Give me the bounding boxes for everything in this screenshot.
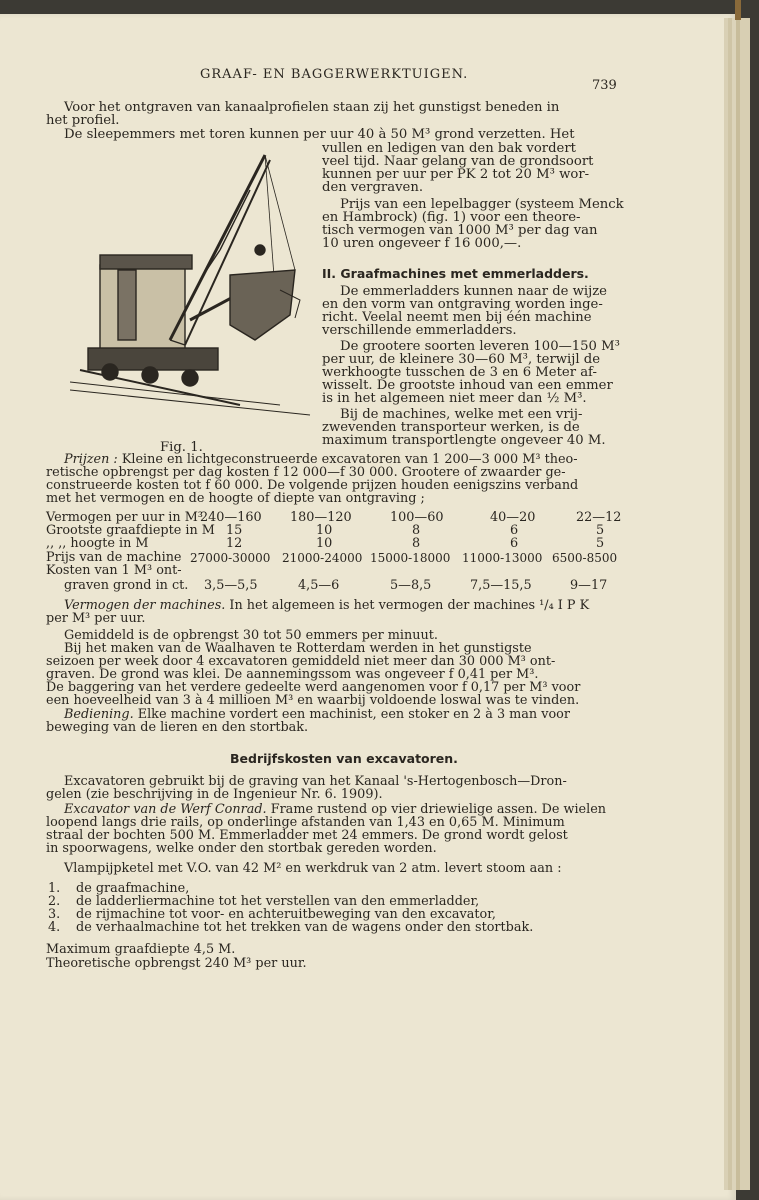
list-item: de graafmachine, bbox=[76, 881, 190, 896]
closing-line-1: Maximum graafdiepte 4,5 M. bbox=[46, 942, 236, 957]
intro-line-1: Voor het ontgraven van kanaalprofielen staan zij het gunstigst beneden in bbox=[64, 100, 560, 115]
table-cell: 6500-8500 bbox=[552, 551, 618, 565]
table-cell: 3,5—5,5 bbox=[204, 578, 258, 593]
table-cell: 8 bbox=[412, 536, 421, 551]
list-number: 2. bbox=[48, 894, 61, 909]
vermogen-label: Vermogen der machines. bbox=[64, 598, 226, 613]
section2-line: De grootere soorten leveren 100—150 M³ bbox=[340, 339, 620, 354]
table-cell: 4,5—6 bbox=[298, 578, 340, 593]
list-item: de ladderliermachine tot het verstellen van den emmerladder, bbox=[76, 894, 480, 909]
bediening-line-2: beweging van de lieren en den stortbak. bbox=[46, 720, 309, 735]
prijzen-line-2: retische opbrengst per dag kosten f 12 000—f 30 000. Grootere of zwaarder ge- bbox=[46, 465, 566, 480]
section2-line: verschillende emmerladders. bbox=[322, 323, 517, 338]
prijzen-line-3: construeerde kosten tot f 60 000. De volgende prijzen houden eenigszins verband bbox=[46, 478, 579, 493]
table-cell: 21000-24000 bbox=[282, 551, 363, 565]
figure-caption: Fig. 1. bbox=[160, 440, 203, 455]
right-col-line: en Hambrock) (fig. 1) voor een theore- bbox=[322, 210, 581, 225]
body-line: een hoeveelheid van 3 à 4 millioen M³ en waarbij voldoende loswal was te vinden. bbox=[46, 693, 580, 708]
intro-line-3: De sleepemmers met toren kunnen per uur 40 à 50 M³ grond verzetten. Het bbox=[64, 127, 575, 142]
werf-label: Excavator van de Werf Conrad. bbox=[64, 802, 267, 817]
table-cell: 9—17 bbox=[570, 578, 608, 593]
table-cell: 5—8,5 bbox=[390, 578, 432, 593]
table-row-label: Prijs van de machine bbox=[46, 550, 182, 565]
section2-line: richt. Veelal neemt men bij één machine bbox=[322, 310, 592, 325]
body-line: De baggering van het verdere gedeelte werd aangenomen voor f 0,17 per M³ voor bbox=[46, 680, 581, 695]
section3-line-3: Frame rustend op vier driewielige assen. De wielen bbox=[270, 802, 607, 817]
section3-line-5: straal der bochten 500 M. Emmerladder met 24 emmers. De grond wordt gelost bbox=[46, 828, 568, 843]
list-number: 1. bbox=[48, 881, 61, 896]
section2-line: wisselt. De grootste inhoud van een emmer bbox=[322, 378, 613, 393]
table-cell: 10 bbox=[316, 523, 333, 538]
table-cell: 22—12 bbox=[576, 510, 622, 525]
table-cell: 180—120 bbox=[290, 510, 352, 525]
table-cell: 27000-30000 bbox=[190, 551, 271, 565]
section2-line: is in het algemeen niet meer dan ½ M³. bbox=[322, 391, 587, 406]
right-col-line: Prijs van een lepelbagger (systeem Menck bbox=[340, 197, 624, 212]
right-col-line: veel tijd. Naar gelang van de grondsoort bbox=[322, 154, 594, 169]
table-cell: 10 bbox=[316, 536, 333, 551]
section-heading-3: Bedrijfskosten van excavatoren. bbox=[230, 751, 458, 766]
bediening-label: Bediening. bbox=[64, 707, 134, 722]
section2-line: per uur, de kleinere 30—60 M³, terwijl de bbox=[322, 352, 601, 367]
body-line: Bij het maken van de Waalhaven te Rotterdam werden in het gunstigste bbox=[64, 641, 532, 656]
table-row-label: Kosten van 1 M³ ont- bbox=[46, 563, 182, 578]
table-cell: 6 bbox=[510, 536, 519, 551]
table-cell: 5 bbox=[596, 536, 605, 551]
vermogen-line-2: per M³ per uur. bbox=[46, 611, 146, 626]
list-item: de rijmachine tot voor- en achteruitbeweging van den excavator, bbox=[76, 907, 496, 922]
table-cell: 5 bbox=[596, 523, 605, 538]
list-item: de verhaalmachine tot het trekken van de wagens onder den stortbak. bbox=[76, 920, 534, 935]
intro-line-2: het profiel. bbox=[46, 113, 120, 128]
right-col-line: 10 uren ongeveer f 16 000,—. bbox=[322, 236, 522, 251]
bookmark-ribbon bbox=[735, 0, 741, 20]
section2-line: Bij de machines, welke met een vrij- bbox=[340, 407, 583, 422]
bediening-line-1: Elke machine vordert een machinist, een stoker en 2 à 3 man voor bbox=[137, 707, 570, 722]
section3-line-1: Excavatoren gebruikt bij de graving van het Kanaal 's-Hertogenbosch—Dron- bbox=[64, 774, 567, 789]
table-cell: 240—160 bbox=[200, 510, 262, 525]
section2-line: en den vorm van ontgraving worden inge- bbox=[322, 297, 603, 312]
section3-line-6: in spoorwagens, welke onder den stortbak gereden worden. bbox=[46, 841, 437, 856]
right-col-line: tisch vermogen van 1000 M³ per dag van bbox=[322, 223, 598, 238]
right-col-line: kunnen per uur per PK 2 tot 20 M³ wor- bbox=[322, 167, 590, 182]
page-edge bbox=[724, 18, 750, 1190]
page-number: 739 bbox=[592, 78, 617, 93]
section2-line: werkhoogte tusschen de 3 en 6 Meter af- bbox=[322, 365, 597, 380]
table-cell: 100—60 bbox=[390, 510, 444, 525]
list-number: 4. bbox=[48, 920, 61, 935]
prijzen-line-1: Kleine en lichtgeconstrueerde excavatoren van 1 200—3 000 M³ theo- bbox=[121, 452, 578, 467]
section-heading-2: II. Graafmachines met emmerladders. bbox=[322, 266, 589, 281]
table-row-label: Vermogen per uur in M³ bbox=[46, 510, 203, 525]
body-line: Gemiddeld is de opbrengst 30 tot 50 emmers per minuut. bbox=[64, 628, 438, 643]
right-col-line: den vergraven. bbox=[322, 180, 424, 195]
table-cell: 15 bbox=[226, 523, 243, 538]
table-cell: 8 bbox=[412, 523, 421, 538]
body-line: graven. De grond was klei. De aannemingssom was ongeveer f 0,41 per M³. bbox=[46, 667, 539, 682]
table-row-label: ,, ,, hoogte in M bbox=[46, 536, 149, 551]
prijzen-line-4: met het vermogen en de hoogte of diepte van ontgraving ; bbox=[46, 491, 425, 506]
table-cell: 15000-18000 bbox=[370, 551, 451, 565]
table-cell: 12 bbox=[226, 536, 243, 551]
running-title: GRAAF- EN BAGGERWERKTUIGEN. bbox=[200, 67, 469, 82]
section3-line-2: gelen (zie beschrijving in de Ingenieur Nr. 6. 1909). bbox=[46, 787, 383, 802]
table-cell: 7,5—15,5 bbox=[470, 578, 532, 593]
prijzen-label: Prijzen : bbox=[64, 452, 118, 467]
table-cell: 11000-13000 bbox=[462, 551, 543, 565]
body-line: seizoen per week door 4 excavatoren gemiddeld niet meer dan 30 000 M³ ont- bbox=[46, 654, 556, 669]
table-cell: 40—20 bbox=[490, 510, 536, 525]
table-cell: 6 bbox=[510, 523, 519, 538]
excavator-illustration bbox=[70, 150, 320, 430]
right-col-line: vullen en ledigen van den bak vordert bbox=[322, 141, 576, 156]
vermogen-line-1: In het algemeen is het vermogen der machines ¹/₄ I P K bbox=[229, 598, 590, 613]
list-number: 3. bbox=[48, 907, 61, 922]
section3-line-7: Vlampijpketel met V.O. van 42 M² en werkdruk van 2 atm. levert stoom aan : bbox=[64, 861, 562, 876]
table-row-label: graven grond in ct. bbox=[64, 578, 189, 593]
section2-line: zwevenden transporteur werken, is de bbox=[322, 420, 580, 435]
table-row-label: Grootste graafdiepte in M bbox=[46, 523, 215, 538]
section2-line: maximum transportlengte ongeveer 40 M. bbox=[322, 433, 606, 448]
section3-line-4: loopend langs drie rails, op onderlinge afstanden van 1,43 en 0,65 M. Minimum bbox=[46, 815, 565, 830]
closing-line-2: Theoretische opbrengst 240 M³ per uur. bbox=[46, 956, 307, 971]
section2-line: De emmerladders kunnen naar de wijze bbox=[340, 284, 607, 299]
